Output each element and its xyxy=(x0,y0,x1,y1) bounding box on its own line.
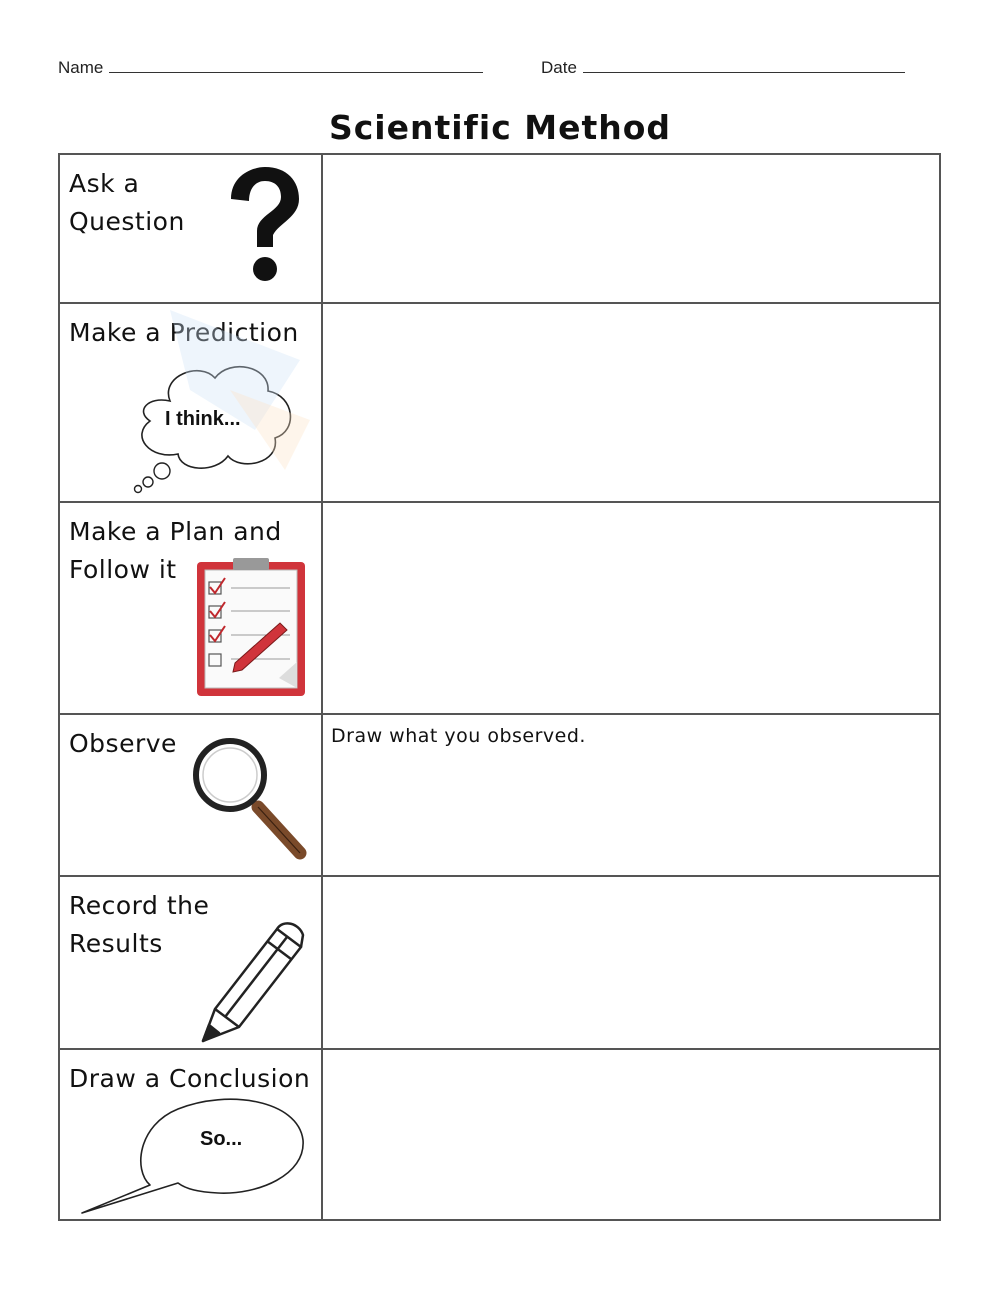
step-row-prediction xyxy=(58,302,941,503)
answer-area[interactable] xyxy=(323,304,939,501)
step-label: Observe xyxy=(69,729,177,758)
magnifying-glass-icon xyxy=(190,735,315,865)
step-label-cell xyxy=(60,155,323,302)
steps-table xyxy=(58,153,941,1221)
clipboard-checklist-icon xyxy=(195,558,307,698)
step-row-ask-question xyxy=(58,153,941,304)
answer-area[interactable] xyxy=(323,877,939,1048)
question-mark-icon xyxy=(223,167,303,287)
step-label: Draw a Conclusion xyxy=(69,1064,311,1093)
answer-area[interactable] xyxy=(323,155,939,302)
step-label: Record the Results xyxy=(69,891,210,958)
date-label: Date xyxy=(541,58,577,77)
answer-area[interactable] xyxy=(323,715,939,875)
step-row-record xyxy=(58,875,941,1050)
step-label-cell xyxy=(60,503,323,713)
pencil-icon xyxy=(195,917,305,1047)
step-label-cell xyxy=(60,1050,323,1219)
answer-area[interactable] xyxy=(323,1050,939,1219)
name-field[interactable] xyxy=(58,58,483,78)
step-label: Make a Plan and Follow it xyxy=(69,517,282,584)
name-label: Name xyxy=(58,58,104,77)
step-label-cell xyxy=(60,304,323,501)
speech-bubble-icon xyxy=(78,1095,308,1217)
step-label-cell xyxy=(60,715,323,875)
date-blank-line[interactable] xyxy=(583,58,905,73)
step-label: Make a Prediction xyxy=(69,318,299,347)
step-row-observe xyxy=(58,713,941,877)
page-title: Scientific Method xyxy=(328,108,672,147)
step-label-cell xyxy=(60,877,323,1048)
observe-instruction: Draw what you observed. xyxy=(331,725,586,747)
speech-text: So... xyxy=(200,1128,243,1150)
date-field[interactable] xyxy=(541,58,905,78)
step-label: Ask a Question xyxy=(69,169,185,236)
name-blank-line[interactable] xyxy=(109,58,483,73)
step-row-plan xyxy=(58,501,941,715)
thought-text: I think... xyxy=(165,408,241,430)
step-row-conclusion xyxy=(58,1048,941,1221)
answer-area[interactable] xyxy=(323,503,939,713)
